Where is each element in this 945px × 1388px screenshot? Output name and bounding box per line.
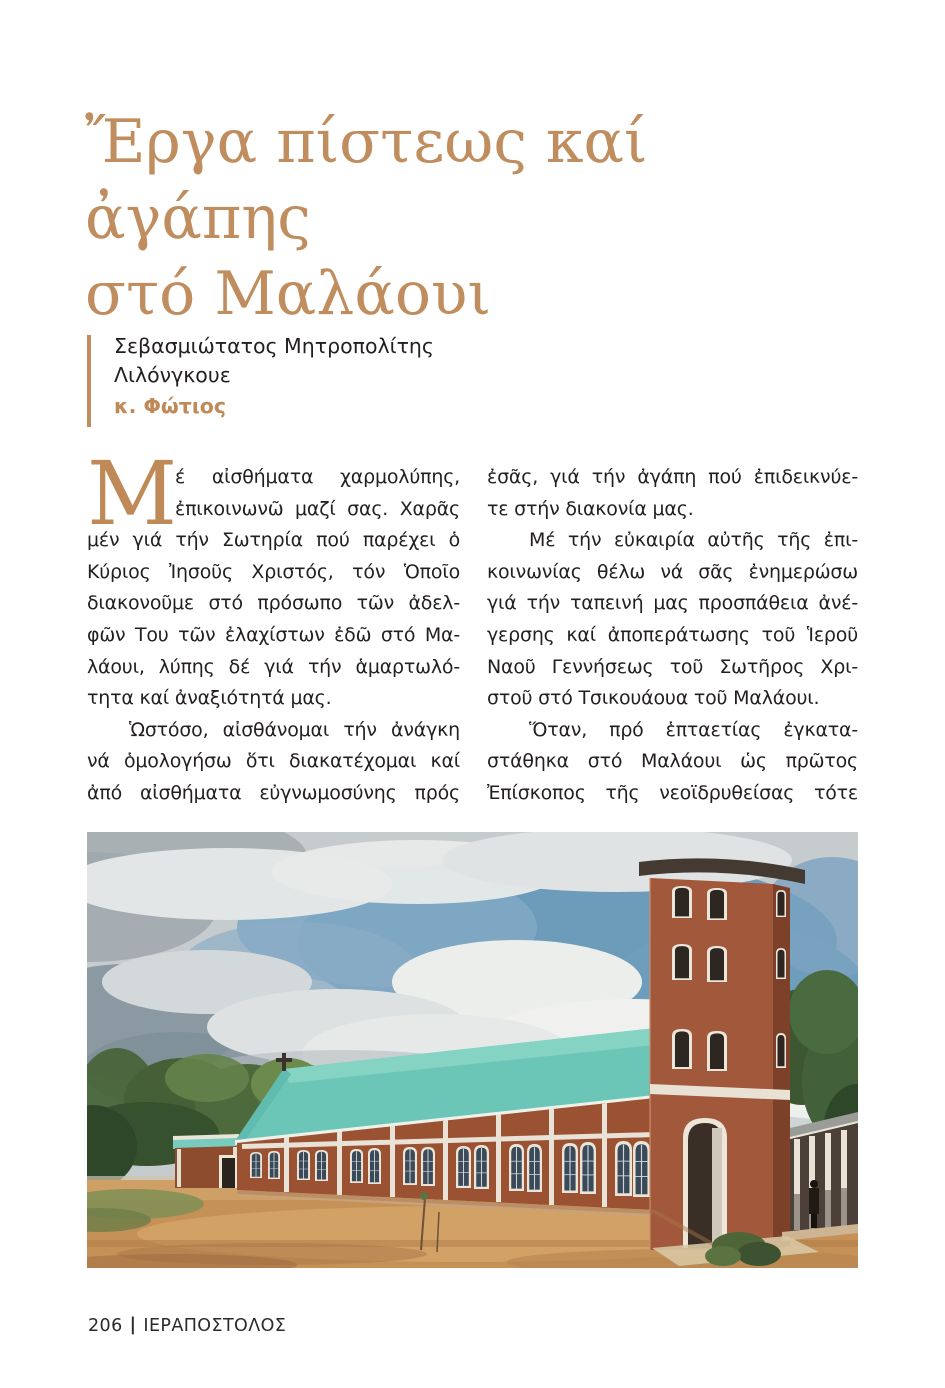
bell-tower	[639, 858, 805, 1250]
text-line: μέν γιά τήν Σωτηρία πού παρέχει ὁ	[87, 529, 460, 552]
text-line: διακονοῦμε στό πρόσωπο τῶν ἀδελ-	[87, 592, 460, 615]
text-line: ἐπικοινωνῶ μαζί σας. Χαρᾶς	[175, 497, 460, 520]
byline-author-name: κ. Φώτιος	[114, 394, 227, 418]
text-line: στοῦ στό Τσικουάουα τοῦ Μαλάουι.	[487, 687, 820, 710]
text-line: Μέ τήν εὐκαιρία αὐτῆς τῆς ἐπι-	[529, 529, 858, 552]
text-line: Ἐπίσκοπος τῆς νεοϊδρυθείσας τότε	[487, 781, 858, 804]
text-line: τε στήν διακονία μας.	[487, 497, 694, 520]
church-entrance-wing	[173, 1134, 239, 1188]
page-number: 206	[88, 1316, 123, 1336]
text-line: Ὅταν, πρό ἑπταετίας ἐγκατα-	[529, 718, 858, 741]
text-line: ἐσᾶς, γιά τήν ἀγάπη πού ἐπιδεικνύε-	[487, 466, 858, 488]
text-line: τητα καί ἀναξιότητά μας.	[87, 687, 332, 710]
text-line: Κύριος Ἰησοῦς Χριστός, τόν Ὁποῖο	[87, 560, 460, 583]
text-line: νά ὁμολογήσω ὅτι διακατέχομαι καί	[87, 750, 460, 773]
text-line: Ὡστόσο, αἰσθάνομαι τήν ἀνάγκη	[129, 718, 460, 741]
drop-cap: Μ	[87, 442, 177, 545]
text-line: γερσης καί ἀποπεράτωσης τοῦ Ἱεροῦ	[487, 623, 858, 646]
page-footer	[88, 1316, 286, 1336]
journal-title: ΙΕΡΑΠΟΣΤΟΛΟΣ	[143, 1316, 287, 1336]
byline-block	[87, 332, 564, 421]
article-title	[85, 104, 885, 332]
text-line: ἀπό αἰσθήματα εὐγνωμοσύνης πρός	[87, 781, 460, 804]
byline-role-line2: Λιλόνγκουε	[114, 363, 231, 387]
annex-colonnade	[782, 1112, 858, 1241]
article-column-left	[87, 442, 460, 810]
text-line: γιά τήν ταπεινή μας προσπάθεια ἀνέ-	[487, 592, 858, 615]
church-photo	[87, 832, 858, 1268]
text-line: κοινωνίας θέλω νά σᾶς ἐνημερώσω	[487, 560, 858, 583]
article-column-right	[487, 462, 858, 810]
text-line: φῶν Του τῶν ἐλαχίστων ἐδῶ στό Μα-	[87, 623, 460, 646]
text-line: Ναοῦ Γεννήσεως τοῦ Σωτῆρος Χρι-	[487, 655, 858, 678]
text-line: έ αἰσθήματα χαρμολύπης,	[175, 466, 460, 488]
footer-separator: |	[129, 1315, 137, 1335]
article-title-line1: Ἔργα πίστεως καί ἀγάπης	[85, 107, 648, 253]
article-body	[87, 442, 858, 810]
text-line: λάουι, λύπης δέ γιά τήν ἁμαρτωλό-	[87, 655, 460, 678]
article-title-line2: στό Μαλάουι	[85, 259, 491, 329]
text-line: στάθηκα στό Μαλάουι ὡς πρῶτος	[487, 750, 858, 773]
byline-accent-bar	[87, 335, 91, 427]
byline-role-line1: Σεβασμιώτατος Μητροπολίτης	[114, 334, 434, 358]
tower-door	[683, 1118, 727, 1248]
